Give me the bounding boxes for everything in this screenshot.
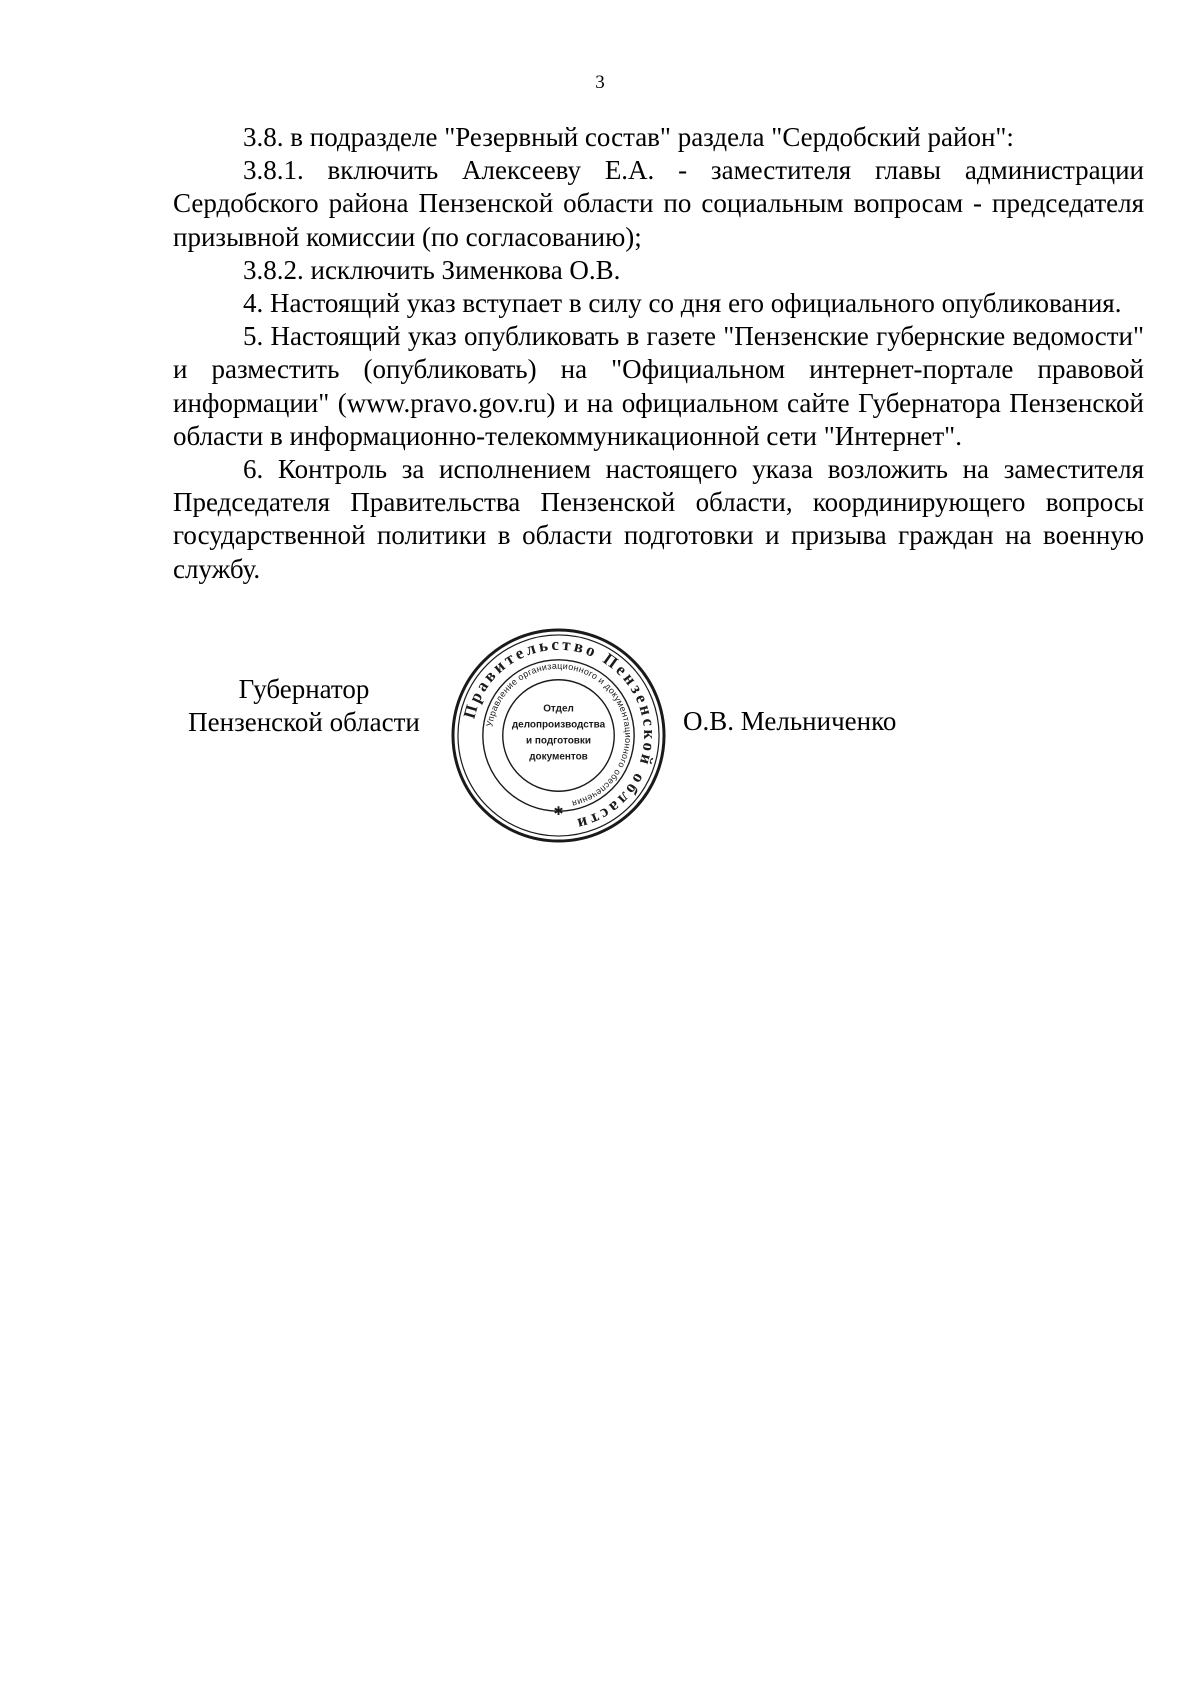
paragraph-3-8-2: 3.8.2. исключить Зименкова О.В. [243,254,621,285]
seal-center-line-4: документов [529,751,588,763]
document-body [173,121,1144,586]
seal-center-line-3: и подготовки [526,735,591,747]
signatory-position [170,673,438,739]
signatory-name: О.В. Мельниченко [683,706,897,736]
signatory-region: Пензенской области [188,707,420,737]
paragraph-3-8: 3.8. в подразделе "Резервный состав" раздела "Сердобский район": [243,122,1014,152]
signatory-title: Губернатор [238,674,370,704]
seal-center-line-2: делопроизводства [511,719,606,731]
seal-center-line-1: Отдел [543,703,574,715]
official-seal [449,626,668,845]
paragraph-4: 4. Настоящий указ вступает в силу со дня его официального опубликования. [243,288,1122,319]
page-number: 3 [595,72,605,93]
seal-outer-text: Правительство Пензенской области [459,634,660,835]
paragraph-6: 6. Контроль за исполнением настоящего указа возложить на заместителя Председателя Правительства Пензенской области, координирующего вопросы государственной политики в области подготовки и призыва граждан на военную службу. [173,454,1144,584]
seal-star-icon: ✱ [553,804,564,819]
seal-inner-ring-text: Управление организационного и документационного обеспечения [484,660,634,809]
paragraph-5: 5. Настоящий указ опубликовать в газете "Пензенские губернские ведомости" и разместить (опубликовать) на "Официальном интернет-портале правовой информации" (www.pravo.gov.ru) и на официальном сайте Губернатора Пензенской области в информационно-телекоммуникационной сети "Интернет". [173,321,1144,451]
paragraph-3-8-1: 3.8.1. включить Алексееву Е.А. - заместителя главы администрации Сердобского района Пензенской области по социальным вопросам - председателя призывной комиссии (по согласованию); [173,155,1144,252]
